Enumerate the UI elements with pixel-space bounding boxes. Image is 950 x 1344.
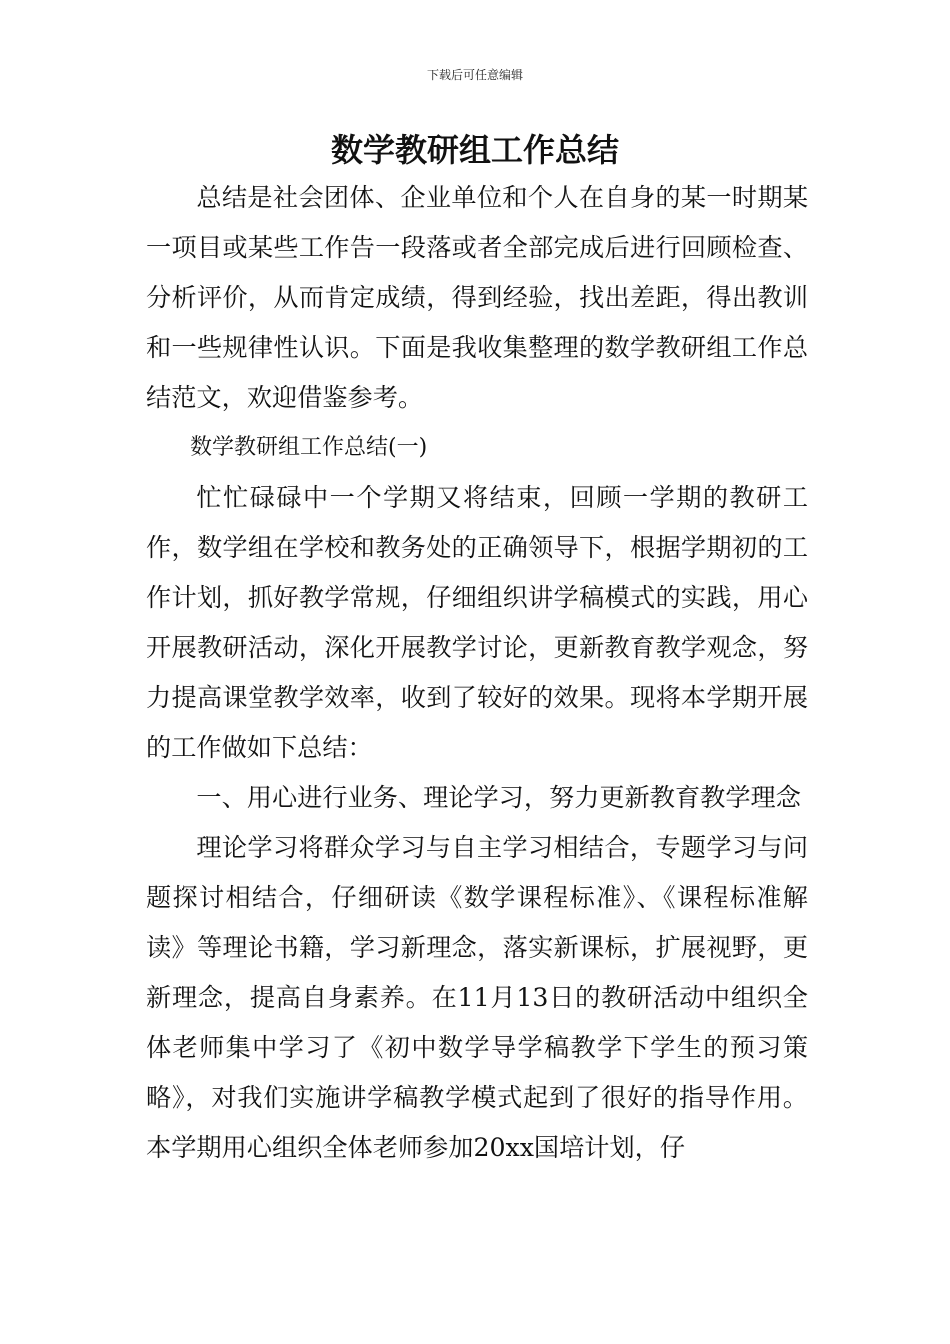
paragraph-overview: 忙忙碌碌中一个学期又将结束，回顾一学期的教研工作，数学组在学校和教务处的正确领导下，根据学期初的工作计划，抓好教学常规，仔细组织讲学稿模式的实践，用心开展教研活动，深化开展教学讨论，更新教育教学观念，努力提高课堂教学效率，收到了较好的效果。现将本学期开展的工作做如下总结： xyxy=(146,483,808,762)
document-title: 数学教研组工作总结 xyxy=(330,131,619,169)
document-body xyxy=(146,173,808,1173)
paragraph-theory-study: 理论学习将群众学习与自主学习相结合，专题学习与问题探讨相结合，仔细研读《数学课程标准》、《课程标准解读》等理论书籍，学习新理念，落实新课标，扩展视野，更新理念，提高自身素养。在11月13日的教研活动中组织全体老师集中学习了《初中数学导学稿教学下学生的预习策略》，对我们实施讲学稿教学模式起到了很好的指导作用。本学期用心组织全体老师参加20xx国培计划，仔 xyxy=(146,833,808,1162)
paragraph-section-heading: 一、用心进行业务、理论学习，努力更新教育教学理念 xyxy=(196,783,801,812)
header-note: 下载后可任意编辑 xyxy=(426,68,523,82)
paragraph-subtitle: 数学教研组工作总结(一) xyxy=(190,435,428,460)
paragraph-intro: 总结是社会团体、企业单位和个人在自身的某一时期某一项目或某些工作告一段落或者全部完成后进行回顾检查、分析评价，从而肯定成绩，得到经验，找出差距，得出教训和一些规律性认识。下面是我收集整理的数学教研组工作总结范文，欢迎借鉴参考。 xyxy=(146,183,808,412)
